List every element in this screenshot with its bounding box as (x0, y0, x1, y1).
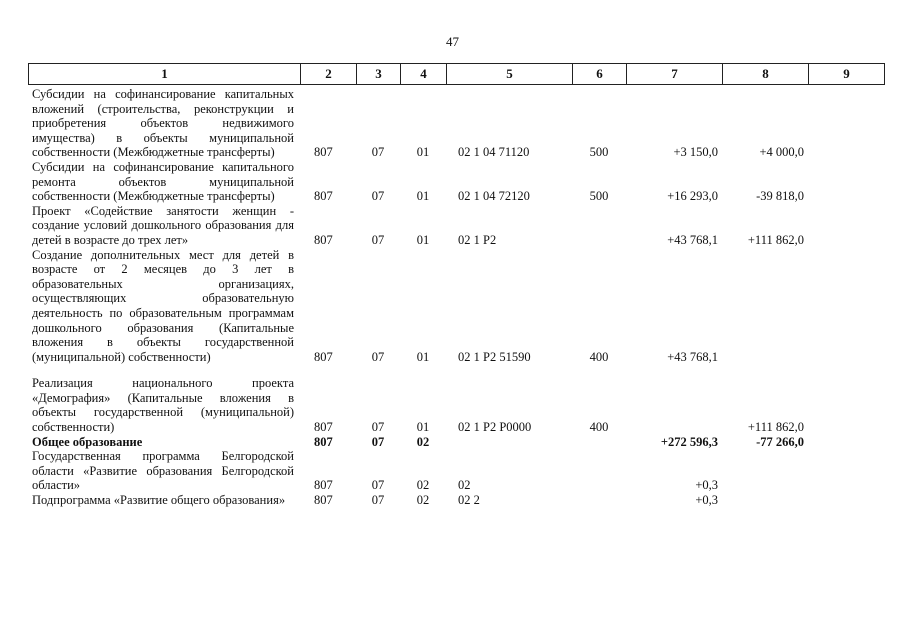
row-description: Субсидии на софинансирование капитального ремонта объектов муниципальной собственности (Межбюджетные трансферты) (32, 159, 294, 204)
row-chapter-code: 807 (314, 189, 333, 204)
column-header-row (29, 64, 885, 85)
column-header-2: 2 (301, 64, 357, 85)
row-chapter-code: 807 (314, 478, 333, 493)
table-row (28, 248, 884, 365)
row-description: Общее образование (32, 434, 143, 449)
row-amount-col7: +0,3 (695, 493, 718, 508)
row-section-code: 07 (371, 145, 385, 160)
page-number: 47 (446, 34, 459, 49)
row-chapter-code: 807 (314, 349, 333, 364)
row-amount-col7: +3 150,0 (673, 145, 718, 160)
row-description: Реализация национального проекта «Демография» (Капитальные вложения в объекты государственной (муниципальной) собственности) (32, 376, 294, 435)
row-amount-col9 (808, 204, 884, 248)
row-section-code: 07 (371, 420, 385, 435)
row-amount-col9 (808, 87, 884, 160)
column-header-7: 7 (627, 64, 723, 85)
row-amount-col8 (722, 449, 808, 493)
row-expense-type: 500 (589, 189, 609, 204)
row-target-article: 02 1 04 71120 (458, 145, 530, 160)
row-chapter-code: 807 (314, 232, 333, 247)
row-chapter-code: 807 (314, 420, 333, 435)
row-expense-type: 500 (589, 145, 609, 160)
row-description: Подпрограмма «Развитие общего образования» (32, 493, 286, 508)
row-subsection-code: 02 (416, 493, 430, 508)
row-amount-col9 (808, 493, 884, 508)
row-amount-col7: +16 293,0 (667, 189, 718, 204)
row-amount-col7: +43 768,1 (667, 349, 718, 364)
row-amount-col7 (626, 364, 722, 434)
row-chapter-code: 807 (314, 493, 333, 508)
row-section-code: 07 (371, 232, 385, 247)
row-amount-col9 (808, 248, 884, 365)
column-header-1: 1 (29, 64, 301, 85)
table-row (28, 364, 884, 434)
row-expense-type: 400 (589, 349, 609, 364)
row-amount-col8 (722, 248, 808, 365)
row-amount-col7: +272 596,3 (660, 434, 718, 449)
row-amount-col8: +111 862,0 (747, 232, 804, 247)
column-header-3: 3 (357, 64, 401, 85)
row-target-article: 02 1 P2 (458, 232, 497, 247)
row-target-article: 02 1 P2 P0000 (458, 420, 532, 435)
row-amount-col9 (808, 160, 884, 204)
row-section-code: 07 (371, 189, 385, 204)
row-amount-col8: -77 266,0 (756, 434, 804, 449)
table-row (28, 493, 884, 508)
row-subsection-code: 01 (416, 349, 430, 364)
row-amount-col8 (722, 493, 808, 508)
row-subsection-code: 01 (416, 145, 430, 160)
row-section-code: 07 (371, 493, 385, 508)
row-expense-type (572, 449, 626, 493)
row-amount-col9 (808, 364, 884, 434)
row-description: Проект «Содействие занятости женщин - создание условий дошкольного образования для детей в возрасте до трех лет» (32, 203, 294, 247)
row-target-article: 02 (458, 478, 471, 493)
row-description: Субсидии на софинансирование капитальных вложений (строительства, реконструкции и приобретения объектов недвижимого имущества) в объекты муниципальной собственности (Межбюджетные трансферты) (32, 87, 294, 160)
table-row (28, 449, 884, 493)
row-expense-type (572, 435, 626, 450)
row-subsection-code: 01 (416, 420, 430, 435)
row-amount-col8: -39 818,0 (756, 189, 804, 204)
column-header-8: 8 (723, 64, 809, 85)
row-chapter-code: 807 (314, 434, 333, 449)
column-header-4: 4 (401, 64, 447, 85)
row-expense-type: 400 (589, 420, 609, 435)
column-header-9: 9 (809, 64, 885, 85)
row-amount-col8: +4 000,0 (759, 145, 804, 160)
row-subsection-code: 02 (416, 434, 430, 449)
row-subsection-code: 02 (416, 478, 430, 493)
column-header-5: 5 (447, 64, 573, 85)
row-target-article: 02 1 04 72120 (458, 189, 530, 204)
row-expense-type (572, 493, 626, 508)
row-amount-col9 (808, 435, 884, 450)
table-row (28, 204, 884, 248)
row-section-code: 07 (371, 349, 385, 364)
row-subsection-code: 01 (416, 232, 430, 247)
row-amount-col9 (808, 449, 884, 493)
row-section-code: 07 (371, 434, 385, 449)
table-row (28, 160, 884, 204)
budget-table-body (28, 87, 884, 508)
budget-table (28, 87, 884, 508)
row-target-article: 02 2 (458, 493, 480, 508)
row-amount-col7: +43 768,1 (667, 232, 718, 247)
table-row (28, 87, 884, 160)
column-header-6: 6 (573, 64, 627, 85)
row-amount-col7: +0,3 (695, 478, 718, 493)
row-description: Государственная программа Белгородской области «Развитие образования Белгородской области» (32, 449, 294, 493)
column-header-table (28, 63, 885, 85)
row-subsection-code: 01 (416, 189, 430, 204)
row-description: Создание дополнительных мест для детей в возрасте от 2 месяцев до 3 лет в образовательных организациях, осуществляющих образовательную деятельность по образовательным программам дошкольного образования (Капитальные вложения в объекты государственной (муниципальной) собственности) (32, 247, 294, 364)
row-chapter-code: 807 (314, 145, 333, 160)
row-target-article: 02 1 P2 51590 (458, 349, 531, 364)
row-section-code: 07 (371, 478, 385, 493)
row-target-article (446, 435, 572, 450)
row-expense-type (572, 204, 626, 248)
row-amount-col8: +111 862,0 (747, 420, 804, 435)
table-row (28, 435, 884, 450)
